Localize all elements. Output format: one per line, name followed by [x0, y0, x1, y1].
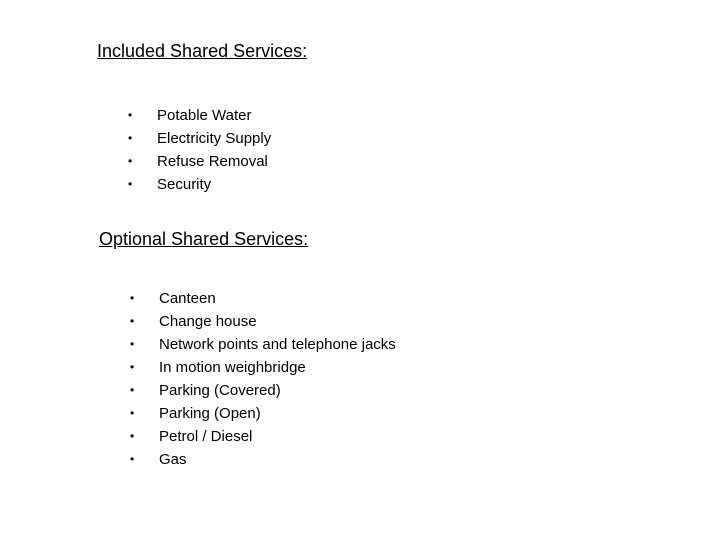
- bullet-icon: •: [130, 383, 135, 397]
- list-item-label: Network points and telephone jacks: [159, 336, 396, 353]
- bullet-icon: •: [130, 337, 135, 351]
- list-item-label: Refuse Removal: [157, 153, 268, 170]
- list-item-label: Electricity Supply: [157, 130, 272, 147]
- bullet-icon: •: [130, 314, 135, 328]
- list-item-label: Canteen: [159, 290, 216, 307]
- list-item-label: Gas: [159, 451, 187, 468]
- optional-services-heading: Optional Shared Services:: [99, 229, 309, 249]
- bullet-icon: •: [128, 131, 133, 145]
- bullet-icon: •: [130, 452, 135, 466]
- bullet-icon: •: [128, 154, 133, 168]
- list-item-label: Petrol / Diesel: [159, 428, 253, 445]
- bullet-icon: •: [128, 108, 133, 122]
- bullet-icon: •: [130, 291, 135, 305]
- included-services-heading: Included Shared Services:: [97, 41, 308, 61]
- bullet-icon: •: [128, 177, 133, 191]
- list-item-label: Parking (Covered): [159, 382, 281, 399]
- bullet-icon: •: [130, 360, 135, 374]
- list-item-label: Parking (Open): [159, 405, 261, 422]
- list-item-label: In motion weighbridge: [159, 359, 306, 376]
- list-item-label: Change house: [159, 313, 257, 330]
- list-item-label: Potable Water: [157, 107, 252, 124]
- bullet-icon: •: [130, 406, 135, 420]
- bullet-icon: •: [130, 429, 135, 443]
- list-item-label: Security: [157, 176, 212, 193]
